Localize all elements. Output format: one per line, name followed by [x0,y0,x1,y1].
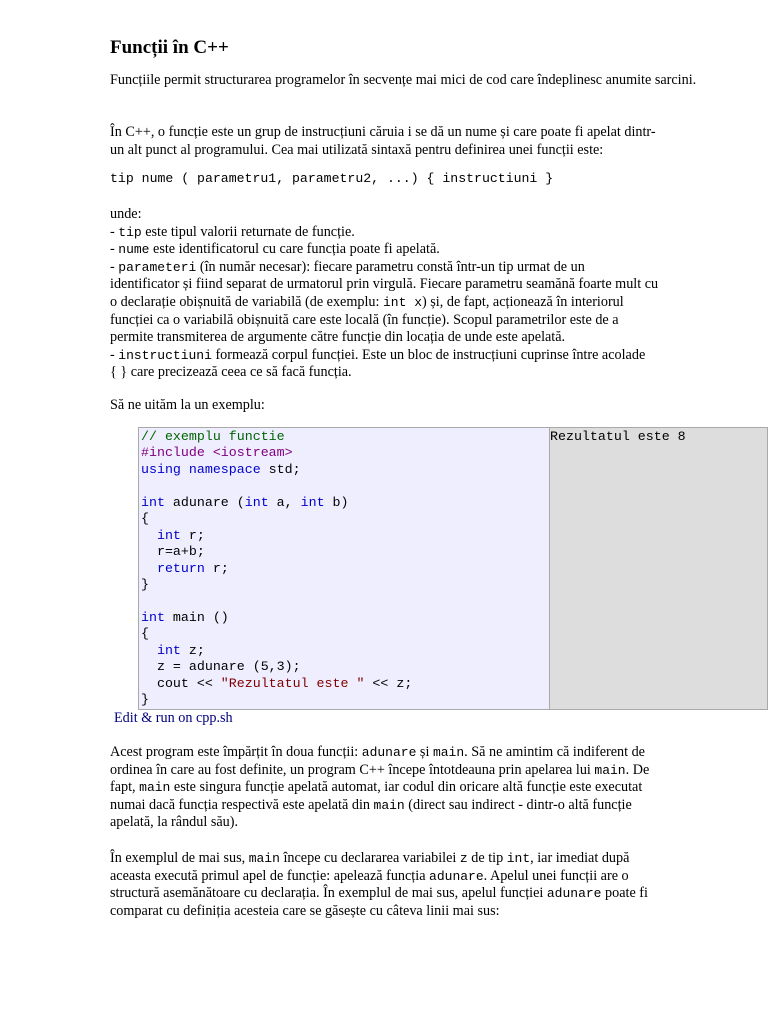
text: ordinea în care au fost definite, un program C++ începe întotdeauna prin apelarea lui [110,761,595,778]
param-code: parameteri [118,259,197,275]
code-text: main () [164,609,229,625]
param-text-3b: ) și, de fapt, acționează în interiorul [422,293,624,310]
text: poate fi [601,885,648,902]
parameters-description [110,206,710,382]
code-line-return [141,561,549,577]
text: . Apelul unei funcții are o [483,867,629,884]
param-item [110,259,710,277]
code-line-call: z = adunare (5,3); [141,659,301,675]
code-main: main [248,851,280,866]
call-paragraph [110,850,710,920]
code-text: cout << [141,675,221,691]
example-intro: Să ne uităm la un exemplu: [110,397,265,413]
tip-item [110,224,710,242]
code-line-main-sig [141,610,549,626]
param-text-4: funcției ca o variabilă obișnuită care este locală (în funcție). Scopul parametrilor este de a [110,311,619,328]
indent [141,528,157,543]
definition-paragraph [110,124,710,159]
dash: - [110,223,119,240]
unde-label: unde: [110,206,142,222]
code-main: main [432,745,465,760]
code-line-using [141,462,549,478]
code-text: r; [180,527,205,543]
indent [141,561,157,576]
definition-line-2: un alt punct al programului. Cea mai utilizată sintaxă pentru definirea unei funcții este: [110,141,604,158]
text: și [416,744,433,760]
code-line-close-brace: } [141,692,149,707]
explanation-line-1 [110,744,710,762]
explanation-line-2 [110,762,710,780]
code-main: main [594,762,626,778]
tip-text: este tipul valorii returnate de funcție. [141,223,355,240]
code-line-fn-sig [141,495,549,511]
page-title: Funcții în C++ [110,37,229,58]
text: numai dacă funcția respectivă este apelată din [110,796,374,813]
code-text: a, [268,494,301,510]
instr-text-1: formează corpul funcției. Este un bloc de instrucțiuni cuprinse între acolade [211,346,646,363]
text: , iar imediat după [530,850,630,866]
code-line-decl-r [141,528,549,544]
code-text: b) [324,494,349,510]
keyword: int [156,642,181,658]
code-z: z [459,851,468,866]
code-cell[interactable] [139,428,550,709]
text: aceasta execută primul apel de funcție: apelează funcția [110,867,430,884]
call-line-4: comparat cu definiția acesteia care se găsește cu câteva linii mai sus: [110,902,500,919]
code-text: z; [180,642,205,658]
code-line-cout [141,676,549,692]
param-example: int x [383,294,423,310]
param-text-1: (în număr necesar): fiecare parametru constă într-un tip urmat de un [196,258,585,275]
keyword: int [300,494,325,510]
text: În exemplul de mai sus, [110,850,249,866]
keyword: int [141,494,165,510]
code-line-comment: // exemplu functie [141,429,285,444]
text: (direct sau indirect - dintr-o altă funcție [404,796,632,813]
indent [141,643,157,658]
code-line-decl-z [141,643,549,659]
code-line-include: #include <iostream> [141,445,293,461]
call-line-2 [110,868,710,886]
keyword: using namespace [141,461,261,477]
code-text: adunare ( [164,494,245,510]
call-line-1 [110,850,710,868]
text: începe cu declararea variabilei [279,850,460,866]
instr-text-2: { } care precizează ceea ce să facă funcția. [110,364,352,381]
code-adunare: adunare [361,745,417,760]
intro-paragraph: Funcțiile permit structurarea programelor în secvențe mai mici de cod care îndeplinesc anumite sarcini. [110,72,697,88]
param-text-3a: o declarație obișnuită de variabilă (de exemplu: [110,293,383,310]
text: Acest program este împărțit în doua funcții: [110,744,362,760]
text: este singura funcție apelată automat, iar codul din oricare altă funcție este executat [170,779,643,796]
text: . De [625,761,650,778]
keyword: return [156,560,205,576]
nume-code: nume [118,242,150,258]
instr-item [110,347,710,365]
code-line-open-brace: { [141,511,149,527]
output-cell [550,428,767,709]
code-example-table [138,427,768,710]
explanation-line-4 [110,797,710,815]
dash: - [110,241,119,258]
code-line-blank [141,478,549,494]
code-text: std; [260,461,301,477]
code-line-assign: r=a+b; [141,544,205,560]
program-output: Rezultatul este 8 [550,429,686,444]
dash: - [110,258,119,275]
string-literal: "Rezultatul este " [220,675,365,691]
call-line-3 [110,885,710,903]
code-line-close-brace: } [141,576,149,592]
param-line-3 [110,294,710,312]
code-line-open-brace: { [141,626,149,642]
keyword: int [141,609,165,625]
code-text: << z; [364,675,413,691]
definition-line-1: În C++, o funcție este un grup de instrucțiuni căruia i se dă un nume și care poate fi apelat dintr- [110,124,656,140]
instr-code: instructiuni [118,347,212,363]
code-adunare: adunare [429,868,484,884]
explanation-line-5: apelată, la rândul său). [110,814,239,831]
code-adunare: adunare [546,886,602,902]
text: . Să ne amintim că indiferent de [464,744,645,760]
code-int: int [506,851,531,866]
keyword: int [156,527,181,543]
keyword: int [244,494,269,510]
code-main: main [373,797,405,813]
explanation-line-3 [110,779,710,797]
param-text-2: identificator și fiind separat de urmatorul prin virgulă. Fiecare parametru seamănă foarte mult cu [110,276,659,293]
nume-text: este identificatorul cu care funcția poate fi apelată. [149,241,440,258]
param-text-5: permite transmiterea de argumente către funcție din locația de unde este apelată. [110,329,566,346]
nume-item [110,241,710,259]
edit-run-link[interactable]: Edit & run on cpp.sh [114,710,233,726]
code-text: r; [204,560,229,576]
text: structură asemănătoare cu declarația. În exemplul de mai sus, apelul funcției [110,885,547,902]
function-signature: tip nume ( parametru1, parametru2, ...) { instructiuni } [110,171,554,186]
text: de tip [467,850,507,866]
dash: - [110,346,119,363]
code-line-blank [141,593,549,609]
text: fapt, [110,779,140,796]
explanation-paragraph [110,744,710,832]
code-main: main [139,780,171,796]
tip-code: tip [118,224,142,240]
